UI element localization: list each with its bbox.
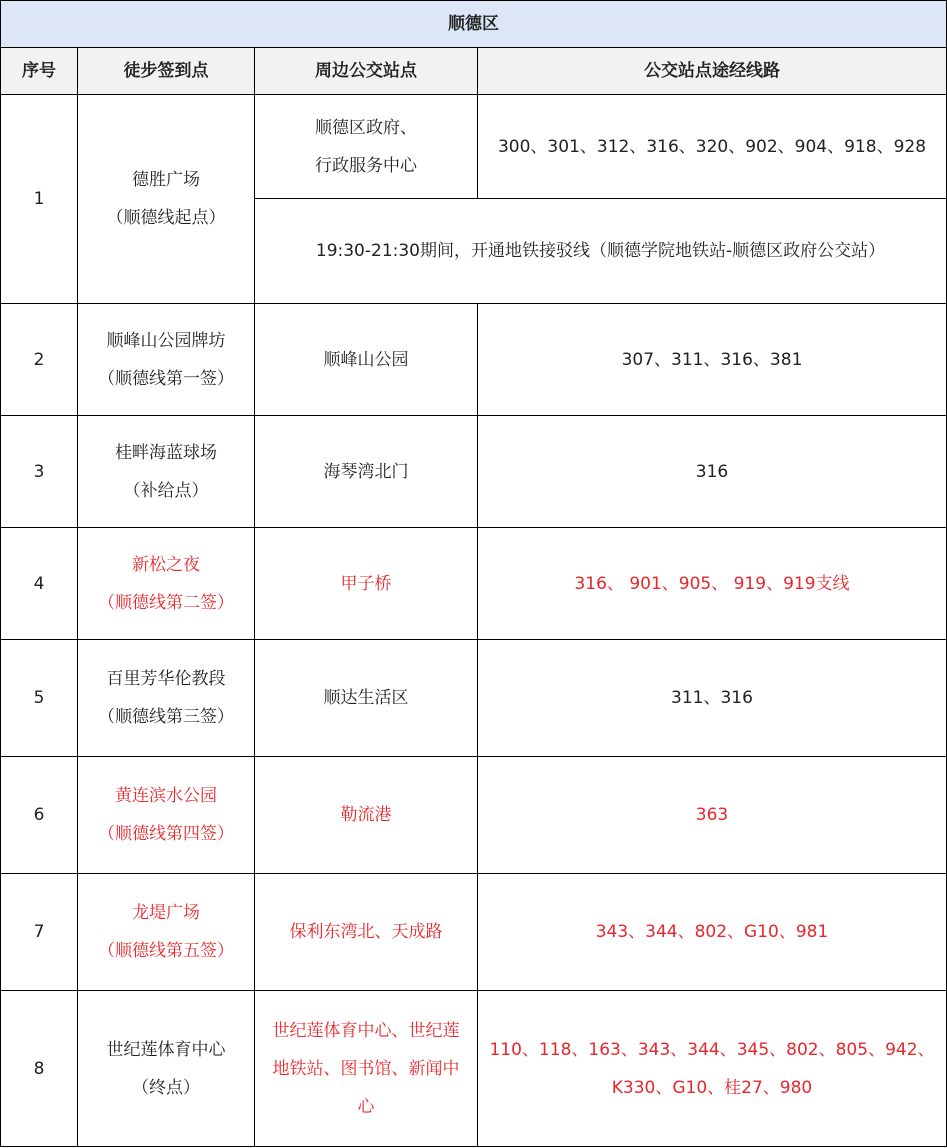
header-no: 序号 [1,48,78,95]
row-no: 8 [1,991,78,1147]
bus-station-line: 顺峰山公园 [323,349,409,370]
bus-routes [478,304,947,416]
table-row [1,95,947,199]
bus-routes [478,528,947,640]
checkin-point-note: （顺德线第一签） [98,368,234,389]
bus-routes-line: 311、316 [671,688,753,708]
checkin-point-name: 黄连滨水公园 [115,786,217,806]
bus-station [255,95,478,199]
bus-station-line: 海琴湾北门 [323,461,409,482]
bus-routes [478,757,947,874]
checkin-point [78,640,255,757]
table-row [1,528,947,640]
checkin-point-note: （顺德线第五签） [98,941,234,961]
header-bus-station: 周边公交站点 [255,48,478,95]
checkin-point-name: 德胜广场 [132,170,200,190]
bus-routes [478,416,947,528]
row-no: 1 [1,95,78,304]
bus-routes-line: 363 [695,805,729,825]
table-row [1,757,947,874]
bus-routes [478,874,947,991]
checkin-point-name: 桂畔海蓝球场 [115,442,217,463]
bus-station [255,874,478,991]
checkin-point-name: 世纪莲体育中心 [106,1039,226,1060]
header-row [1,48,947,95]
bus-routes-line: 307、311、316、381 [621,349,803,370]
checkin-point [78,528,255,640]
table-row [1,874,947,991]
bus-station [255,640,478,757]
header-bus-routes: 公交站点途经线路 [478,48,947,95]
row-no: 2 [1,304,78,416]
bus-routes-line: 343、344、802、G10、981 [595,922,829,942]
shuttle-note: 19:30-21:30期间，开通地铁接驳线（顺德学院地铁站-顺德区政府公交站） [255,199,947,304]
bus-station [255,757,478,874]
checkin-point [78,95,255,304]
row-no: 7 [1,874,78,991]
checkin-point [78,991,255,1147]
bus-routes-line: 316、 901、905、 919、919支线 [574,573,850,594]
row-no: 6 [1,757,78,874]
bus-station-line: 顺达生活区 [323,688,409,708]
bus-station [255,991,478,1147]
checkin-point-note: （顺德线第二签） [98,592,234,613]
bus-station-line: 世纪莲体育中心、世纪莲 [272,1020,460,1041]
bus-station [255,304,478,416]
checkin-point [78,304,255,416]
checkin-point-note: （顺德线第四签） [98,824,234,844]
table-row [1,640,947,757]
checkin-point [78,416,255,528]
table-row [1,991,947,1147]
bus-routes-line: K330、G10、桂27、980 [611,1077,813,1098]
checkin-point-name: 龙堤广场 [132,903,200,923]
header-checkin-point: 徒步签到点 [78,48,255,95]
bus-routes [478,640,947,757]
checkin-point-note: （顺德线起点） [106,208,226,228]
bus-station [255,416,478,528]
bus-routes [478,991,947,1147]
checkin-point-note: （补给点） [123,480,209,501]
bus-station-line: 保利东湾北、天成路 [289,922,443,942]
table-row [1,304,947,416]
bus-station-line: 心 [357,1096,375,1117]
bus-routes [478,95,947,199]
checkin-point-name: 新松之夜 [132,554,200,575]
bus-station-line: 地铁站、图书馆、新闻中 [272,1058,460,1079]
bus-station-line: 甲子桥 [340,573,392,594]
bus-routes-line: 316 [695,461,729,482]
checkin-point-name: 顺峰山公园牌坊 [106,330,226,351]
checkin-point-note: （顺德线第三签） [98,707,234,727]
checkin-point-note: （终点） [132,1077,200,1098]
checkin-point [78,757,255,874]
row-no: 4 [1,528,78,640]
row-no: 5 [1,640,78,757]
checkin-point [78,874,255,991]
table-row [1,416,947,528]
row-no: 3 [1,416,78,528]
bus-routes-line: 300、301、312、316、320、902、904、918、928 [497,136,927,157]
bus-station [255,528,478,640]
bus-station-line: 顺德区政府、 [315,117,417,138]
table-title: 顺德区 [1,1,947,48]
bus-station-line: 行政服务中心 [315,155,417,176]
checkin-point-name: 百里芳华伦教段 [106,669,226,689]
bus-routes-line: 110、118、163、343、344、345、802、805、942、 [489,1039,935,1060]
bus-station-line: 勒流港 [340,805,392,825]
